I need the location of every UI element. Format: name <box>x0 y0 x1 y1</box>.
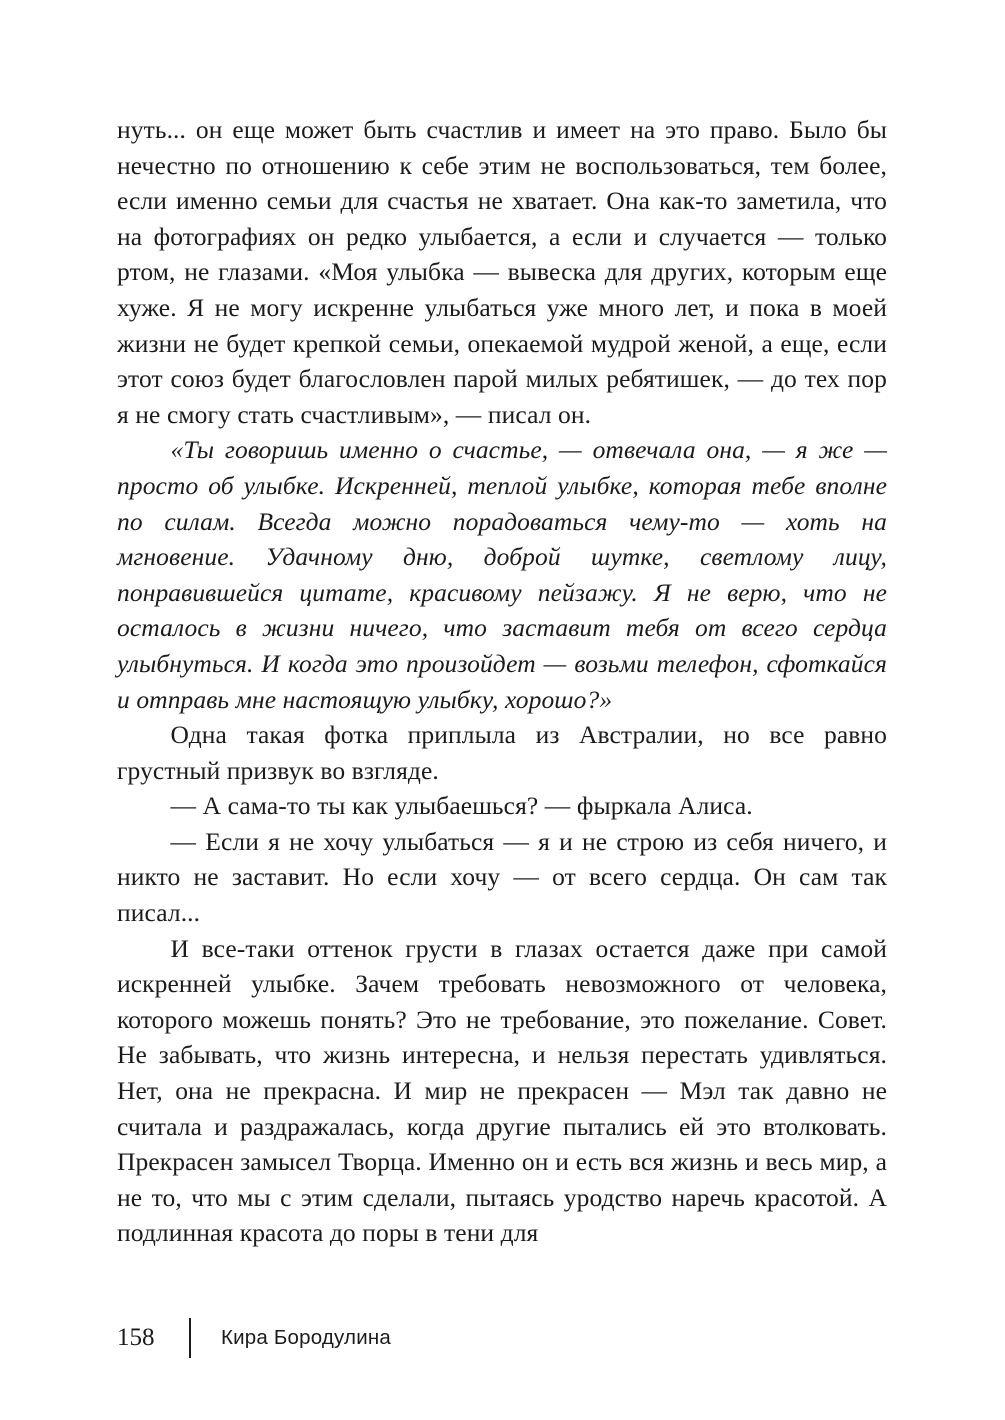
footer-divider <box>189 1318 191 1358</box>
paragraph-text-tail: , — писал он. <box>442 399 592 429</box>
paragraph-dialogue-alisa: — А сама-то ты как улыбаешься? — фыркала Алиса. <box>170 791 753 821</box>
paragraph-quote-reply: «Ты говоришь именно о счастье, — отвечала она, — я же — просто об улыбке. Искренней, теплой улыбке, которая тебе вполне по силам. Всегда можно порадоваться чему-то — хоть на мгновение. Удачному дню, доброй шутке, светлому лицу, понравившейся цитате, красивому пейзажу. Я не верю, что не осталось в жизни ничего, что заставит тебя от всего сердца улыбнуться. И когда это произойдет — возьми телефон, сфоткайся и отправь мне настоящую улыбку, хорошо?» <box>117 435 887 714</box>
page-number: 158 <box>117 1324 155 1351</box>
paragraph-dialogue-reply: — Если я не хочу улыбаться — я и не строю из себя ничего, и никто не заставит. Но если хочу — от всего сердца. Он сам так писал... <box>117 826 887 928</box>
paragraph-photo: Одна такая фотка приплыла из Австралии, но все равно грустный призвук во взгляде. <box>117 720 887 785</box>
paragraph-continuation <box>117 112 887 432</box>
page-footer <box>117 1316 391 1360</box>
running-head-author: Кира Бородулина <box>221 1326 391 1349</box>
paragraph-text: нуть... он еще может быть счастлив и имеет на это право. Было бы нечестно по отношению к себе этим не воспользоваться, тем более, если именно семьи для счастья не хватает. Она как-то заметила, что на фотографиях он редко улыбается, а если и случается — только ртом, не глазами. <box>117 115 887 287</box>
body-text <box>117 112 887 1251</box>
inline-quote-italic: «Моя улыбка — вывеска для других, которым еще хуже. Я не могу искренне улыбаться уже много лет, и пока в моей жизни не будет крепкой семьи, опекаемой мудрой женой, а еще, если этот союз будет благословлен парой милых ребятишек, — до тех пор я не смогу стать счастливым» <box>117 257 887 429</box>
paragraph-reflection: И все-таки оттенок грусти в глазах остается даже при самой искренней улыбке. Зачем требовать невозможного от человека, которого можешь понять? Это не требование, это пожелание. Совет. Не забывать, что жизнь интересна, и нельзя перестать удивляться. Нет, она не прекрасна. И мир не прекрасен — Мэл так давно не считала и раздражалась, когда другие пытались ей это втолковать. Прекрасен замысел Творца. Именно он и есть вся жизнь и весь мир, а не то, что мы с этим сделали, пытаясь уродство наречь красотой. А подлинная красота до поры в тени для <box>117 933 887 1248</box>
